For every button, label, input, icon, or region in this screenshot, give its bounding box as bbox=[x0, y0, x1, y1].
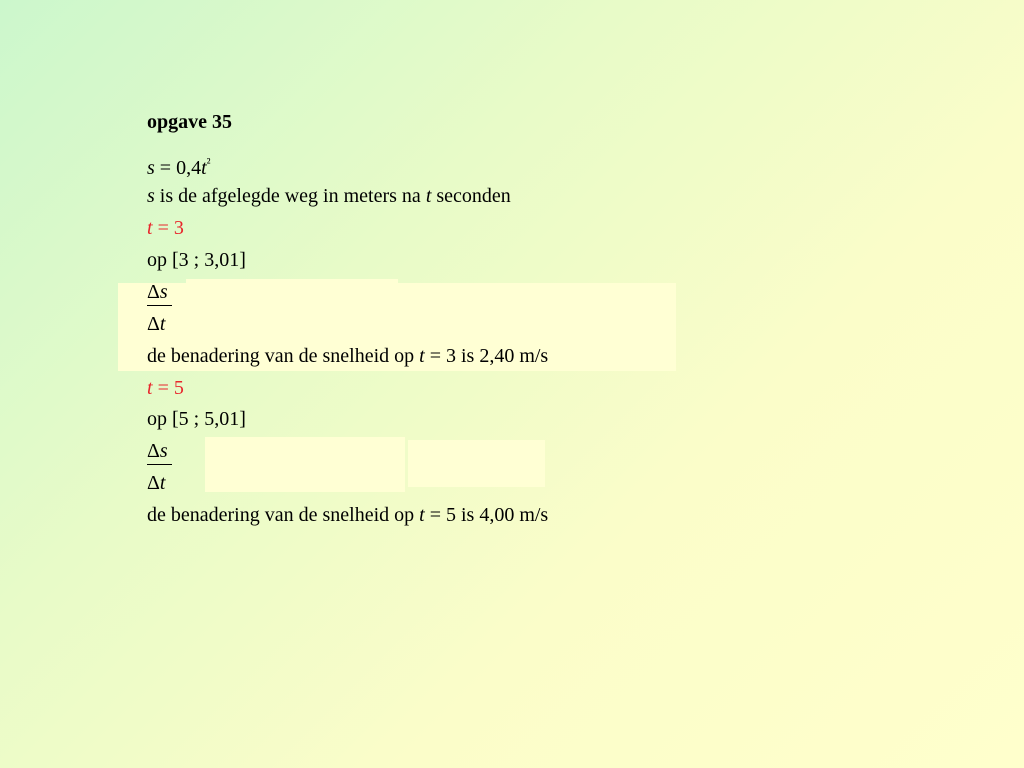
formula-var-t: t bbox=[201, 157, 207, 179]
case2-result bbox=[147, 503, 548, 527]
case2-delta-s bbox=[147, 439, 168, 463]
case1-result-suffix: = 3 is 2,40 m/s bbox=[424, 345, 549, 367]
formula-exponent: ² bbox=[206, 155, 211, 170]
case2-result-suffix: = 5 is 4,00 m/s bbox=[424, 504, 549, 526]
case2-dt-var: t bbox=[159, 472, 166, 494]
description-text-1: is de afgelegde weg in meters na bbox=[154, 185, 426, 207]
case2-result-prefix: de benadering van de snelheid op bbox=[147, 504, 420, 526]
case2-delta-t bbox=[147, 471, 165, 495]
case2-heading bbox=[147, 376, 184, 400]
case1-delta-t bbox=[147, 312, 165, 336]
case2-t-eq: = 5 bbox=[152, 377, 184, 399]
case1-dt-delta: Δ bbox=[147, 313, 160, 335]
case1-ds-delta: Δ bbox=[147, 281, 160, 303]
case1-dt-var: t bbox=[159, 313, 166, 335]
case1-heading bbox=[147, 216, 184, 240]
description-var-t: t bbox=[425, 185, 432, 207]
case1-result-t: t bbox=[419, 345, 425, 367]
formula-line bbox=[147, 151, 211, 180]
description-text-2: seconden bbox=[431, 185, 511, 207]
case1-fraction-bar bbox=[147, 305, 172, 306]
case1-cover-tab bbox=[186, 279, 398, 287]
case1-ds-var: s bbox=[159, 281, 168, 303]
case2-fraction-bar bbox=[147, 464, 172, 465]
case1-delta-s bbox=[147, 280, 168, 304]
case2-cover-left bbox=[205, 437, 405, 492]
slide-title: opgave 35 bbox=[147, 111, 232, 133]
case1-result-prefix: de benadering van de snelheid op bbox=[147, 345, 420, 367]
description-line bbox=[147, 184, 511, 208]
formula-var-s: s bbox=[147, 157, 155, 179]
case1-interval: op [3 ; 3,01] bbox=[147, 249, 246, 271]
description-var-s: s bbox=[147, 185, 155, 207]
case2-ds-delta: Δ bbox=[147, 440, 160, 462]
formula-eq: = 0,4 bbox=[154, 157, 202, 179]
case1-t-var: t bbox=[147, 217, 153, 239]
case2-dt-delta: Δ bbox=[147, 472, 160, 494]
case2-result-t: t bbox=[419, 504, 425, 526]
case2-ds-var: s bbox=[159, 440, 168, 462]
case2-cover-right bbox=[408, 440, 545, 487]
case1-result bbox=[147, 344, 548, 368]
case2-interval: op [5 ; 5,01] bbox=[147, 408, 246, 430]
case1-t-eq: = 3 bbox=[152, 217, 184, 239]
case2-t-var: t bbox=[147, 377, 153, 399]
